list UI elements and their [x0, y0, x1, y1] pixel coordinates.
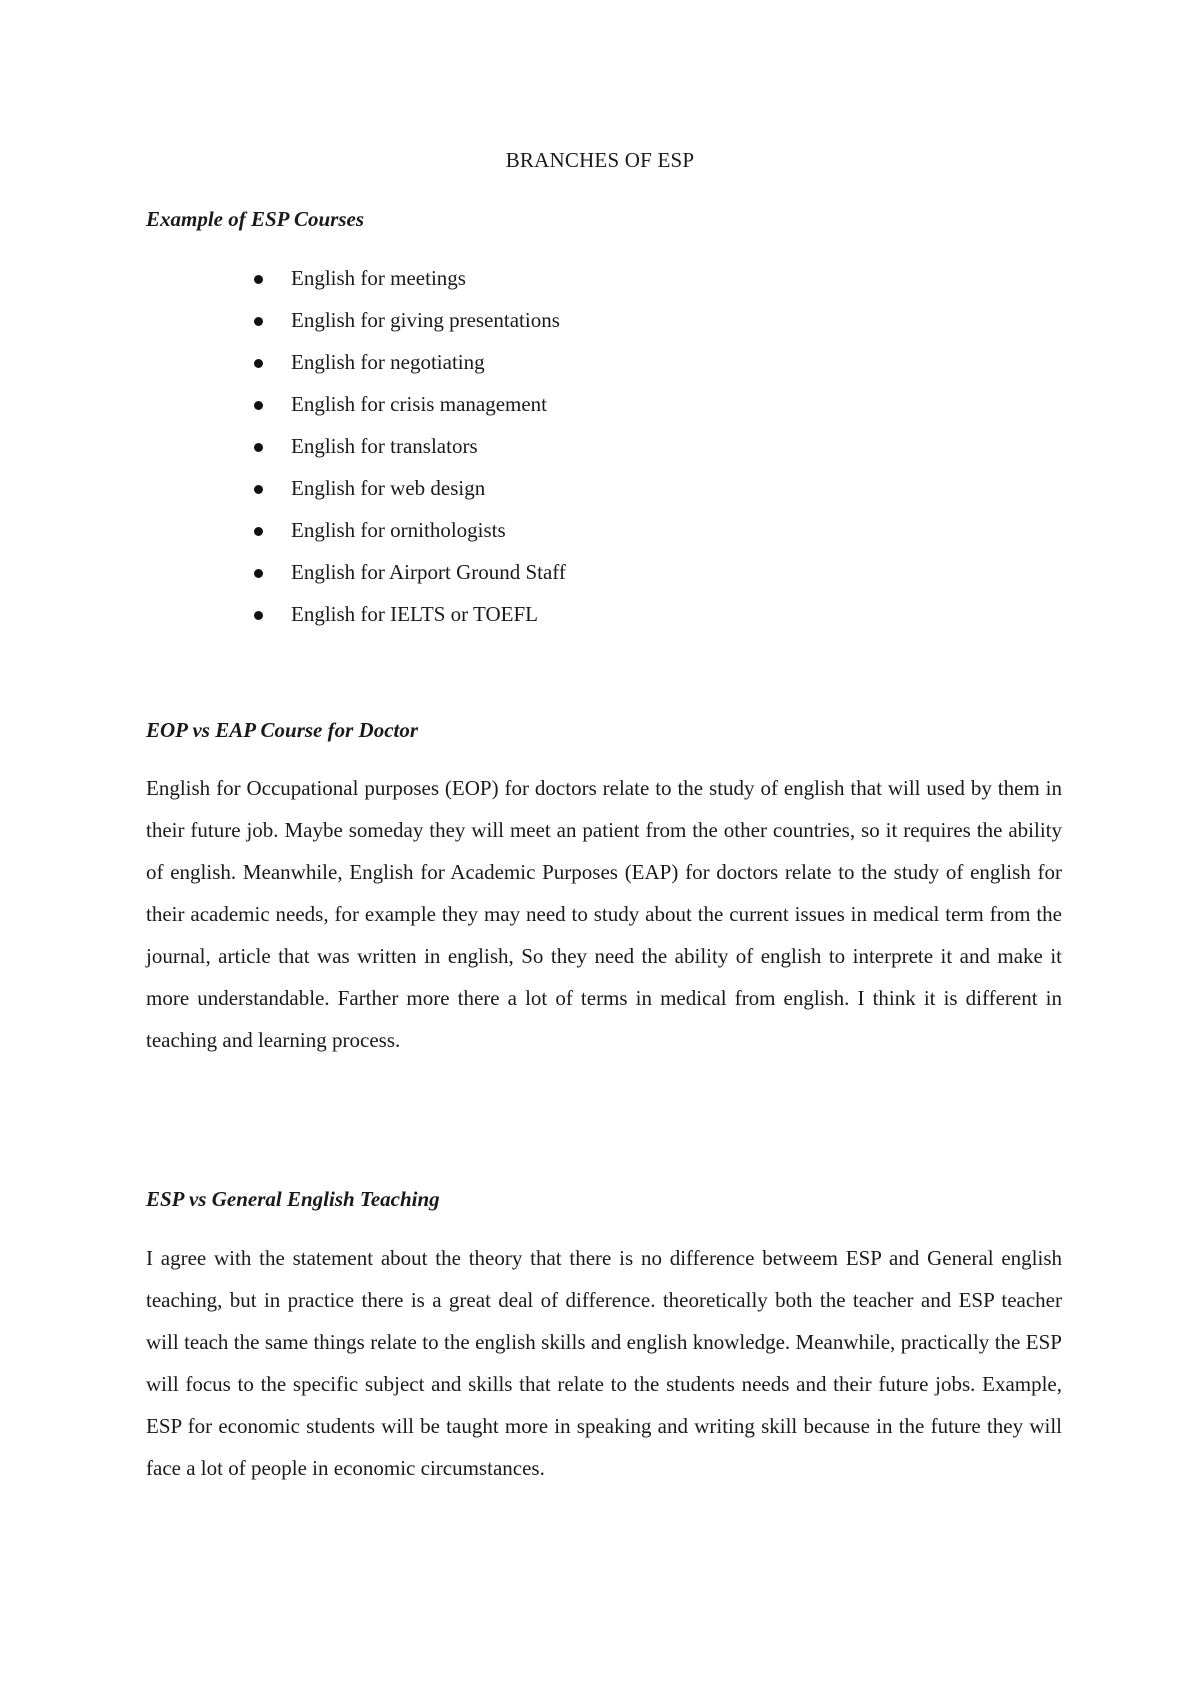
paragraph-esp-vs-general: I agree with the statement about the theory that there is no difference betweem ESP and General english teaching, but in practice there is a great deal of difference. theoretically both the teacher and ESP teacher will teach the same things relate to the english skills and english knowledge. Meanwhile, practically the ESP will focus to the specific subject and skills that relate to the students needs and their future jobs. Example, ESP for economic students will be taught more in speaking and writing skill because in the future they will face a lot of people in economic circumstances. — [146, 1246, 1062, 1480]
bullet-icon — [254, 527, 263, 536]
paragraph-eop-vs-eap: English for Occupational purposes (EOP) for doctors relate to the study of english that will used by them in their future job. Maybe someday they will meet an patient from the other countries, so it requires the ability of english. Meanwhile, English for Academic Purposes (EAP) for doctors relate to the study of english for their academic needs, for example they may need to study about the current issues in medical term from the journal, article that was written in english, So they need the ability of english to interprete it and make it more understandable. Farther more there a lot of terms in medical from english. I think it is different in teaching and learning process. — [146, 776, 1062, 1052]
list-item-text: English for negotiating — [291, 350, 485, 374]
bullet-icon — [254, 317, 263, 326]
list-item-text: English for IELTS or TOEFL — [291, 602, 538, 626]
bullet-icon — [254, 569, 263, 578]
section-heading-esp-courses: Example of ESP Courses — [146, 207, 364, 231]
bullet-icon — [254, 275, 263, 284]
bullet-icon — [254, 401, 263, 410]
list-item-text: English for meetings — [291, 266, 466, 290]
bullet-icon — [254, 443, 263, 452]
section-heading-esp-vs-general: ESP vs General English Teaching — [146, 1187, 440, 1211]
list-item-text: English for Airport Ground Staff — [291, 560, 566, 584]
section-heading-eop-vs-eap: EOP vs EAP Course for Doctor — [146, 718, 419, 742]
bullet-icon — [254, 359, 263, 368]
document-title: BRANCHES OF ESP — [505, 148, 695, 172]
bullet-icon — [254, 611, 263, 620]
bullet-icon — [254, 485, 263, 494]
list-item-text: English for web design — [291, 476, 486, 500]
list-item-text: English for translators — [291, 434, 478, 458]
list-item-text: English for crisis management — [291, 392, 548, 416]
list-item-text: English for giving presentations — [291, 308, 560, 332]
list-item-text: English for ornithologists — [291, 518, 506, 542]
